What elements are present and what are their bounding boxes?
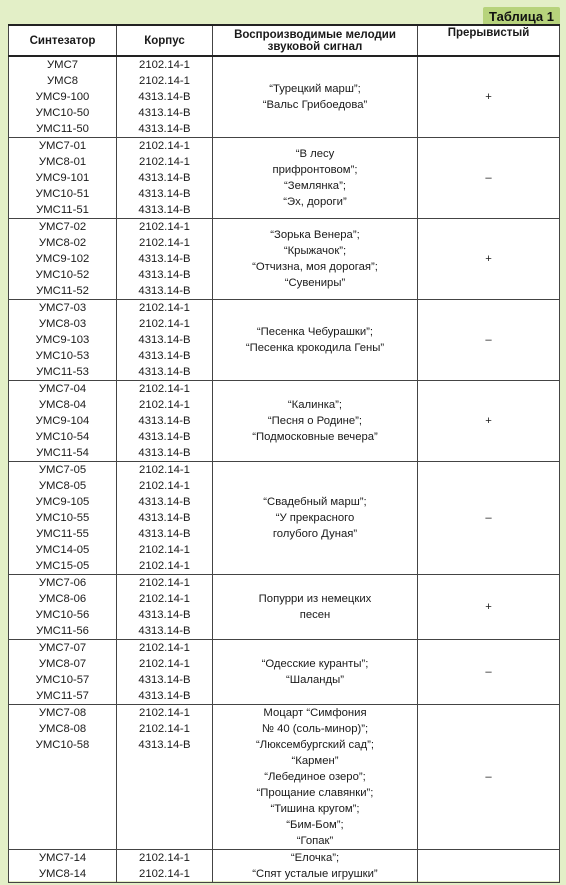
synth-value: УМС10-53 [35,350,90,362]
melody-line: голубого Дуная” [272,528,358,540]
signal-cell: + [418,56,560,138]
melodies-cell [213,56,418,138]
body-value: 4313.14-В [138,447,191,459]
synth-value: УМС11-53 [36,366,89,378]
melody-line: “Шаланды” [286,674,344,686]
synth-value: УМС10-55 [35,512,90,524]
melodies-cell [213,462,418,575]
body-value: 4313.14-В [138,431,191,443]
body-value: 2102.14-1 [139,464,190,476]
synth-value: УМС11-57 [36,690,89,702]
body-cell [117,850,213,883]
melody-line: “Крыжачок”; [283,245,347,257]
melodies-cell [213,575,418,640]
melodies-cell [213,381,418,462]
table-row [9,850,560,883]
melody-line: “Одесские куранты”; [261,658,369,670]
body-value: 2102.14-1 [139,723,190,735]
melody-line: “Песенка крокодила Гены” [245,342,385,354]
synth-value: УМС7-02 [38,221,87,233]
synth-value: УМС8-14 [38,868,87,880]
synth-value: УМС9-103 [35,334,90,346]
body-value: 4313.14-В [138,188,191,200]
body-value: 2102.14-1 [139,852,190,864]
synth-cell [9,640,117,705]
table-caption: Таблица 1 [483,7,560,26]
synth-value: УМС8-07 [38,658,87,670]
melody-line: “Подмосковные вечера” [252,431,378,443]
synth-value: УМС7-03 [38,302,87,314]
body-value: 4313.14-В [138,528,191,540]
synth-cell [9,56,117,138]
synth-value: УМС7-14 [38,852,87,864]
body-value: 2102.14-1 [139,544,190,556]
signal-cell: + [418,219,560,300]
body-value: 2102.14-1 [139,75,190,87]
melodies-cell [213,705,418,850]
body-value: 2102.14-1 [139,642,190,654]
synth-value: УМС7-05 [38,464,87,476]
melody-line: “Спят усталые игрушки” [252,868,378,880]
synth-value: УМС7-06 [38,577,87,589]
body-value: 2102.14-1 [139,383,190,395]
synth-cell [9,219,117,300]
melody-line: песен [299,609,331,621]
body-value: 2102.14-1 [139,480,190,492]
synth-value: УМС11-52 [36,285,89,297]
melody-line: “Елочка”; [290,852,340,864]
header-intermittent: Прерывистый [418,25,560,56]
signal-cell: – [418,462,560,575]
melody-line: “Свадебный марш”; [263,496,367,508]
synth-cell [9,381,117,462]
synthesizer-table [8,24,560,883]
body-value: 4313.14-В [138,334,191,346]
synth-value: УМС7-07 [38,642,87,654]
melodies-cell [213,138,418,219]
melody-line: “Тишина кругом”; [270,803,360,815]
table-row [9,640,560,705]
synth-value: УМС7-08 [38,707,87,719]
synth-value: УМС8 [46,75,79,87]
melody-line: “Землянка”; [284,180,346,192]
table-row [9,381,560,462]
synth-value: УМС7 [46,59,79,71]
body-cell [117,381,213,462]
body-value: 2102.14-1 [139,560,190,572]
synth-value: УМС10-51 [35,188,90,200]
body-value: 4313.14-В [138,690,191,702]
header-synth: Синтезатор [9,25,117,56]
body-value: 4313.14-В [138,496,191,508]
body-value: 4313.14-В [138,91,191,103]
synth-value: УМС8-03 [38,318,87,330]
table-row [9,56,560,138]
synth-value: УМС11-55 [36,528,89,540]
melody-line: “У прекрасного [275,512,355,524]
body-value: 4313.14-В [138,674,191,686]
signal-cell [418,850,560,883]
melody-line: “Зорька Венера”; [270,229,360,241]
table-row [9,300,560,381]
melody-line: “Эх, дороги” [283,196,347,208]
body-cell [117,56,213,138]
synth-cell [9,462,117,575]
body-cell [117,462,213,575]
body-cell [117,640,213,705]
melody-line: “Сувениры” [284,277,346,289]
body-value: 2102.14-1 [139,237,190,249]
body-value: 4313.14-В [138,415,191,427]
body-value: 4313.14-В [138,172,191,184]
body-value: 2102.14-1 [139,577,190,589]
body-value: 2102.14-1 [139,707,190,719]
synth-value: УМС9-102 [35,253,90,265]
synth-value: УМС9-101 [35,172,90,184]
synth-value: УМС9-104 [35,415,90,427]
table-row [9,219,560,300]
synth-value: УМС11-51 [36,204,89,216]
synth-value: УМС14-05 [35,544,90,556]
synth-cell [9,300,117,381]
melody-line: “Калинка”; [287,399,343,411]
body-value: 2102.14-1 [139,221,190,233]
synth-cell [9,705,117,850]
body-value: 2102.14-1 [139,593,190,605]
body-cell [117,705,213,850]
melody-line: “Гопак” [296,835,334,847]
melody-line: “Бим-Бом”; [286,819,344,831]
melodies-cell [213,300,418,381]
synth-value: УМС10-54 [35,431,90,443]
synth-value: УМС8-04 [38,399,87,411]
body-value: 2102.14-1 [139,318,190,330]
melody-line: “Отчизна, моя дорогая”; [252,261,378,273]
melody-line: Моцарт “Симфония [263,707,367,719]
body-value: 4313.14-В [138,512,191,524]
body-cell [117,575,213,640]
body-value: 2102.14-1 [139,302,190,314]
body-value: 4313.14-В [138,204,191,216]
synth-value: УМС10-52 [35,269,90,281]
body-value: 4313.14-В [138,625,191,637]
synth-value: УМС15-05 [35,560,90,572]
synth-value: УМС10-57 [35,674,90,686]
body-value: 4313.14-В [138,253,191,265]
signal-cell: – [418,300,560,381]
synth-value: УМС8-02 [38,237,87,249]
table-row [9,462,560,575]
body-value: 2102.14-1 [139,399,190,411]
synth-value: УМС9-105 [35,496,90,508]
synth-value: УМС8-06 [38,593,87,605]
melody-line: прифронтовом”; [272,164,358,176]
body-value: 2102.14-1 [139,59,190,71]
body-value: 4313.14-В [138,269,191,281]
synth-value: УМС8-05 [38,480,87,492]
table-body [9,56,560,883]
melody-line: “В лесу [295,148,335,160]
synth-cell [9,138,117,219]
melody-line: “Турецкий марш”; [269,83,361,95]
melody-line: Попурри из немецких [258,593,372,605]
table-row [9,705,560,850]
body-value: 4313.14-В [138,350,191,362]
melody-line: “Люксембургский сад”; [256,739,374,751]
signal-cell: – [418,640,560,705]
melodies-cell [213,640,418,705]
melodies-cell [213,850,418,883]
synth-cell [9,575,117,640]
body-value: 2102.14-1 [139,868,190,880]
synth-value: УМС11-54 [36,447,89,459]
melody-line: № 40 (соль-минор)”; [261,723,369,735]
body-value: 4313.14-В [138,366,191,378]
body-value: 2102.14-1 [139,658,190,670]
melodies-cell [213,219,418,300]
table-header-row [9,25,560,56]
body-value: 4313.14-В [138,739,191,751]
header-body: Корпус [117,25,213,56]
body-value: 2102.14-1 [139,156,190,168]
signal-cell: + [418,575,560,640]
signal-cell: – [418,705,560,850]
header-melodies: Воспроизводимые мелодии звуковой сигнал [213,25,418,56]
synth-value: УМС8-08 [38,723,87,735]
melody-line: “Прощание славянки”; [256,787,374,799]
synth-value: УМС11-50 [36,123,89,135]
synth-value: УМС7-01 [38,140,87,152]
body-value: 2102.14-1 [139,140,190,152]
signal-cell: + [418,381,560,462]
body-value: 4313.14-В [138,123,191,135]
body-value: 4313.14-В [138,285,191,297]
melody-line: “Кармен” [291,755,339,767]
signal-cell: – [418,138,560,219]
melody-line: “Лебединое озеро”; [264,771,366,783]
body-cell [117,219,213,300]
melody-line: “Песня о Родине”; [267,415,363,427]
body-cell [117,300,213,381]
table-row [9,138,560,219]
melody-line: “Вальс Грибоедова” [262,99,368,111]
synth-value: УМС10-56 [35,609,90,621]
body-value: 4313.14-В [138,609,191,621]
synth-value: УМС7-04 [38,383,87,395]
synth-value: УМС8-01 [38,156,87,168]
synth-value: УМС11-56 [36,625,89,637]
melody-line: “Песенка Чебурашки”; [256,326,374,338]
body-cell [117,138,213,219]
table-row [9,575,560,640]
synth-value: УМС9-100 [35,91,90,103]
synth-value: УМС10-50 [35,107,90,119]
body-value: 4313.14-В [138,107,191,119]
synth-value: УМС10-58 [35,739,90,751]
synth-cell [9,850,117,883]
